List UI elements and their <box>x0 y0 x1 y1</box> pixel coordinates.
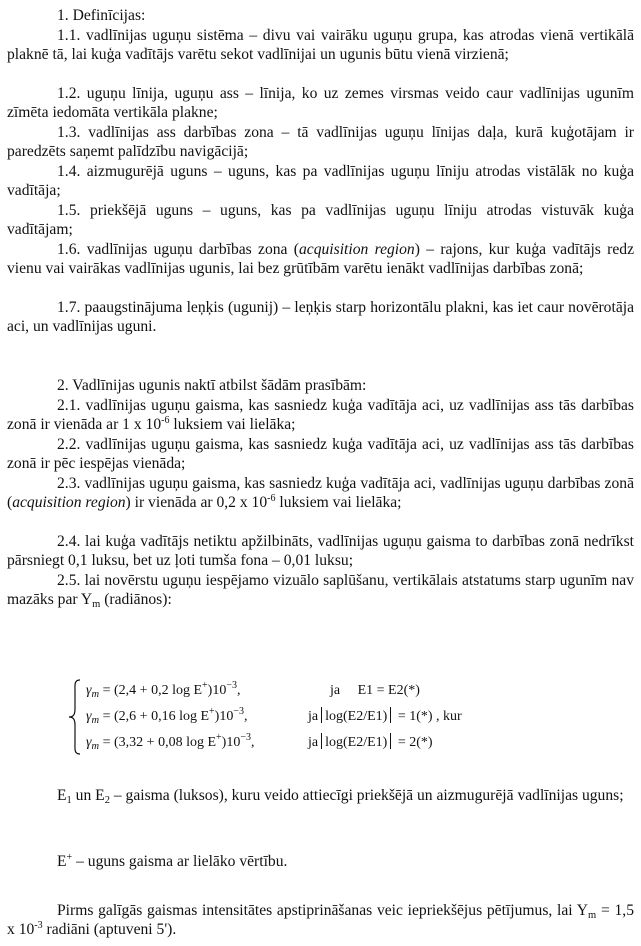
note-e-plus: E+ – uguns gaisma ar lielāko vērtību. <box>57 852 288 870</box>
definition-1-4: 1.4. aizmugurējā uguns – uguns, kas pa vadlīnijas uguņu līniju atrodas vistālāk no kuģa vadītāja; <box>7 163 634 200</box>
requirement-2-3: 2.3. vadlīnijas uguņu gaisma, kas sasniedz kuģa vadītāja aci, vadlīnijas uguņu darbības zonā (acquisition region) ir vienāda ar 0,2 x $10^{-6}$ luksiem vai lielāka; <box>7 475 634 512</box>
requirement-2-2: 2.2. vadlīnijas uguņu gaisma, kas sasniedz kuģa vadītāja aci, uz vadlīnijas ass tās darbības zonā ir pēc iespējas vienāda; <box>7 436 634 473</box>
section-1-heading: 1. Definīcijas: <box>57 7 146 24</box>
definition-1-1: 1.1. vadlīnijas uguņu sistēma – divu vai vairāku uguņu grupa, kas atrodas vienā vertikālā plaknē tā, lai kuģa vadītājs varētu sekot vadlīnijai un ugunis būtu vienā virzienā; <box>7 27 634 64</box>
section-2-heading: 2. Vadlīnijas ugunis naktī atbilst šādām prasībām: <box>57 377 367 394</box>
formula-condition-1: ja E1 = E2(*) <box>330 683 420 698</box>
note-final: Pirms galīgās gaismas intensitātes apstiprināšanas veic iepriekšējus pētījumus, lai $Y_m = 1,5$ x $10^{-3}$ radiāni (aptuveni 5'). <box>7 902 634 939</box>
requirement-2-1: 2.1. vadlīnijas uguņu gaisma, kas sasniedz kuģa vadītāja aci, uz vadlīnijas ass tās darbības zonā ir vienāda ar 1 x $10^{-6}$ luksiem vai lielāka; <box>7 397 634 434</box>
requirement-2-5: 2.5. lai novērstu uguņu iespējamo vizuālo saplūšanu, vertikālais atstatums starp ugunīm nav mazāks par $Y_m$ (radiānos): <box>7 572 634 611</box>
definition-1-2: 1.2. uguņu līnija, uguņu ass – līnija, ko uz zemes virsmas veido caur vadlīnijas ugunīm zīmēta iedomāta vertikāla plakne; <box>7 85 634 122</box>
formula-row-2: $\gamma_m = (2,6 + 0,16$ $\log E^+)10^{-3}$, <box>86 706 248 726</box>
note-e1-e2: $E_1$ un $E_2$ – gaisma (luksos), kuru veido attiecīgi priekšējā un aizmugurējā vadlīnijas uguns; <box>57 787 624 806</box>
gamma-formula <box>68 679 588 755</box>
left-brace <box>68 679 82 755</box>
definition-1-6: 1.6. vadlīnijas uguņu darbības zona (acquisition region) – rajons, kur kuģa vadītājs redz vienu vai vairākas vadlīnijas ugunis, lai bez grūtībām varētu ienākt vadlīnijas darbības zonā; <box>7 241 634 278</box>
definition-1-5: 1.5. priekšējā uguns – uguns, kas pa vadlīnijas uguņu līniju atrodas vistuvāk kuģa vadītājam; <box>7 202 634 239</box>
formula-condition-2: ja log(E2/E1) = 1(*) , kur <box>308 709 462 724</box>
formula-condition-3: ja log(E2/E1) = 2(*) <box>308 735 433 750</box>
formula-row-3: $\gamma_m = (3,32 + 0,08$ $\log E^+)10^{-3}$, <box>86 732 255 752</box>
formula-row-1: $\gamma_m = (2,4 + 0,2$ $\log E^+)10^{-3}$, <box>86 680 241 700</box>
definition-1-3: 1.3. vadlīnijas ass darbības zona – tā vadlīnijas uguņu līnijas daļa, kurā kuģotājam ir paredzēts saņemt palīdzību navigācijā; <box>7 124 634 161</box>
requirement-2-4: 2.4. lai kuģa vadītājs netiktu apžilbināts, vadlīnijas uguņu gaisma to darbības zonā nedrīkst pārsniegt 0,1 luksu, bet uz ļoti tumša fona – 0,01 luksu; <box>7 533 634 570</box>
definition-1-7: 1.7. paaugstinājuma leņķis (ugunij) – leņķis starp horizontālu plakni, kas iet caur novērotāja aci, un vadlīnijas uguni. <box>7 299 634 336</box>
